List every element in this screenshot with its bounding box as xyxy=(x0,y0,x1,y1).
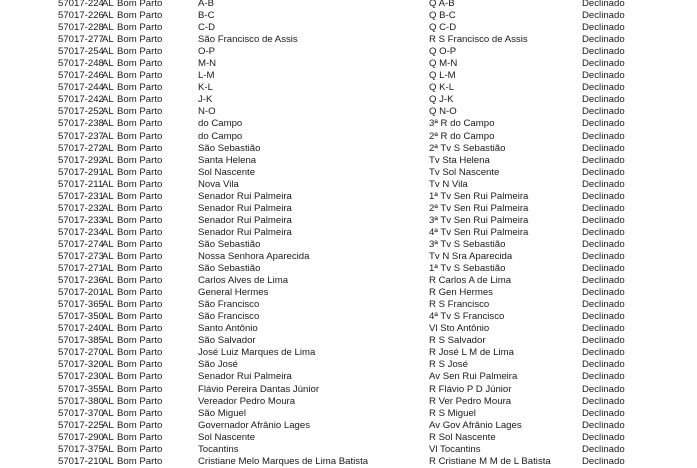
state-cell: AL xyxy=(102,238,114,250)
abbreviated-street-cell: Av Gov Afrânio Lages xyxy=(429,419,522,431)
state-cell: AL xyxy=(102,22,114,34)
neighborhood-cell: Bom Parto xyxy=(117,82,163,94)
cep-cell: 57017-277 xyxy=(58,34,104,46)
abbreviated-street-cell: R Gen Hermes xyxy=(429,287,493,299)
abbreviated-street-cell: 2ª R do Campo xyxy=(429,130,495,142)
street-name-cell: do Campo xyxy=(198,118,243,130)
neighborhood-cell: Bom Parto xyxy=(117,263,163,275)
status-cell: Declinado xyxy=(582,443,625,455)
street-name-cell: Vereador Pedro Moura xyxy=(198,395,296,407)
street-name-cell: Santo Antônio xyxy=(198,323,258,335)
abbreviated-street-cell: 2ª Tv Sen Rui Palmeira xyxy=(429,202,529,214)
table-row xyxy=(0,239,697,251)
state-cell: AL xyxy=(102,275,114,287)
state-cell: AL xyxy=(102,82,114,94)
status-cell: Declinado xyxy=(582,154,625,166)
table-row xyxy=(0,131,697,143)
status-cell: Declinado xyxy=(582,46,625,58)
state-cell: AL xyxy=(102,154,114,166)
status-cell: Declinado xyxy=(582,10,625,22)
table-row xyxy=(0,371,697,383)
state-cell: AL xyxy=(102,70,114,82)
street-name-cell: Nossa Senhora Aparecida xyxy=(198,250,310,262)
street-name-cell: Senador Rui Palmeira xyxy=(198,371,292,383)
street-name-cell: São Francisco xyxy=(198,311,260,323)
table-row xyxy=(0,82,697,94)
state-cell: AL xyxy=(102,10,114,22)
status-cell: Declinado xyxy=(582,287,625,299)
neighborhood-cell: Bom Parto xyxy=(117,226,163,238)
cep-cell: 57017-228 xyxy=(58,22,104,34)
abbreviated-street-cell: R Ver Pedro Moura xyxy=(429,395,512,407)
abbreviated-street-cell: Av Sen Rui Palmeira xyxy=(429,371,518,383)
neighborhood-cell: Bom Parto xyxy=(117,371,163,383)
abbreviated-street-cell: 3ª Tv S Sebastião xyxy=(429,238,506,250)
state-cell: AL xyxy=(102,455,114,467)
abbreviated-street-cell: Q K-L xyxy=(429,82,455,94)
status-cell: Declinado xyxy=(582,371,625,383)
neighborhood-cell: Bom Parto xyxy=(117,118,163,130)
neighborhood-cell: Bom Parto xyxy=(117,190,163,202)
street-name-cell: M-N xyxy=(198,58,217,70)
neighborhood-cell: Bom Parto xyxy=(117,347,163,359)
status-cell: Declinado xyxy=(582,58,625,70)
street-name-cell: Carlos Alves de Lima xyxy=(198,275,289,287)
table-row xyxy=(0,299,697,311)
cep-cell: 57017-224 xyxy=(58,0,104,9)
street-name-cell: São Francisco de Assis xyxy=(198,34,298,46)
abbreviated-street-cell: Q M-N xyxy=(429,58,458,70)
cep-cell: 57017-273 xyxy=(58,250,104,262)
state-cell: AL xyxy=(102,142,114,154)
state-cell: AL xyxy=(102,0,114,9)
state-cell: AL xyxy=(102,431,114,443)
abbreviated-street-cell: R Cristiane M M de L Batista xyxy=(429,455,551,467)
abbreviated-street-cell: Q J-K xyxy=(429,94,454,106)
state-cell: AL xyxy=(102,34,114,46)
cep-cell: 57017-211 xyxy=(58,178,104,190)
neighborhood-cell: Bom Parto xyxy=(117,166,163,178)
abbreviated-street-cell: Tv N Vila xyxy=(429,178,468,190)
status-cell: Declinado xyxy=(582,34,625,46)
status-cell: Declinado xyxy=(582,359,625,371)
status-cell: Declinado xyxy=(582,178,625,190)
neighborhood-cell: Bom Parto xyxy=(117,154,163,166)
state-cell: AL xyxy=(102,395,114,407)
abbreviated-street-cell: 1ª Tv S Sebastião xyxy=(429,263,506,275)
table-row xyxy=(0,263,697,275)
cep-cell: 57017-292 xyxy=(58,154,104,166)
street-name-cell: J-K xyxy=(198,94,213,106)
status-cell: Declinado xyxy=(582,0,625,9)
cep-cell: 57017-236 xyxy=(58,275,104,287)
street-name-cell: São Miguel xyxy=(198,407,246,419)
neighborhood-cell: Bom Parto xyxy=(117,130,163,142)
table-row xyxy=(0,444,697,456)
table-row xyxy=(0,456,697,468)
table-row xyxy=(0,106,697,118)
neighborhood-cell: Bom Parto xyxy=(117,22,163,34)
neighborhood-cell: Bom Parto xyxy=(117,431,163,443)
cep-cell: 57017-231 xyxy=(58,190,104,202)
cep-cell: 57017-270 xyxy=(58,347,104,359)
street-name-cell: N-O xyxy=(198,106,216,118)
street-name-cell: Governador Afrânio Lages xyxy=(198,419,311,431)
status-cell: Declinado xyxy=(582,238,625,250)
cep-cell: 57017-242 xyxy=(58,94,104,106)
abbreviated-street-cell: Q A-B xyxy=(429,0,455,9)
state-cell: AL xyxy=(102,287,114,299)
neighborhood-cell: Bom Parto xyxy=(117,287,163,299)
street-name-cell: São Sebastião xyxy=(198,263,261,275)
status-cell: Declinado xyxy=(582,455,625,467)
state-cell: AL xyxy=(102,359,114,371)
table-row xyxy=(0,311,697,323)
neighborhood-cell: Bom Parto xyxy=(117,383,163,395)
cep-cell: 57017-226 xyxy=(58,10,104,22)
state-cell: AL xyxy=(102,263,114,275)
state-cell: AL xyxy=(102,347,114,359)
cep-cell: 57017-244 xyxy=(58,82,104,94)
abbreviated-street-cell: 3ª Tv Sen Rui Palmeira xyxy=(429,214,529,226)
neighborhood-cell: Bom Parto xyxy=(117,106,163,118)
street-name-cell: O-P xyxy=(198,46,216,58)
state-cell: AL xyxy=(102,443,114,455)
state-cell: AL xyxy=(102,178,114,190)
status-cell: Declinado xyxy=(582,383,625,395)
state-cell: AL xyxy=(102,419,114,431)
street-name-cell: José Luiz Marques de Lima xyxy=(198,347,316,359)
status-cell: Declinado xyxy=(582,202,625,214)
status-cell: Declinado xyxy=(582,299,625,311)
neighborhood-cell: Bom Parto xyxy=(117,214,163,226)
street-name-cell: Senador Rui Palmeira xyxy=(198,214,292,226)
status-cell: Declinado xyxy=(582,275,625,287)
neighborhood-cell: Bom Parto xyxy=(117,10,163,22)
cep-cell: 57017-252 xyxy=(58,106,104,118)
state-cell: AL xyxy=(102,250,114,262)
status-cell: Declinado xyxy=(582,166,625,178)
table-row xyxy=(0,420,697,432)
street-name-cell: Santa Helena xyxy=(198,154,257,166)
neighborhood-cell: Bom Parto xyxy=(117,443,163,455)
table-row xyxy=(0,58,697,70)
cep-cell: 57017-380 xyxy=(58,395,104,407)
status-cell: Declinado xyxy=(582,106,625,118)
abbreviated-street-cell: R José L M de Lima xyxy=(429,347,514,359)
table-row xyxy=(0,227,697,239)
neighborhood-cell: Bom Parto xyxy=(117,359,163,371)
cep-cell: 57017-201 xyxy=(58,287,104,299)
abbreviated-street-cell: Q B-C xyxy=(429,10,456,22)
state-cell: AL xyxy=(102,166,114,178)
table-row xyxy=(0,323,697,335)
neighborhood-cell: Bom Parto xyxy=(117,455,163,467)
neighborhood-cell: Bom Parto xyxy=(117,142,163,154)
cep-cell: 57017-210 xyxy=(58,455,104,467)
cep-cell: 57017-385 xyxy=(58,335,104,347)
street-name-cell: Tocantins xyxy=(198,443,239,455)
status-cell: Declinado xyxy=(582,22,625,34)
status-cell: Declinado xyxy=(582,250,625,262)
street-name-cell: General Hermes xyxy=(198,287,269,299)
state-cell: AL xyxy=(102,94,114,106)
street-name-cell: Nova Vila xyxy=(198,178,239,190)
neighborhood-cell: Bom Parto xyxy=(117,70,163,82)
state-cell: AL xyxy=(102,190,114,202)
table-row xyxy=(0,70,697,82)
street-name-cell: Senador Rui Palmeira xyxy=(198,190,292,202)
table-row xyxy=(0,155,697,167)
abbreviated-street-cell: Q N-O xyxy=(429,106,457,118)
cep-cell: 57017-320 xyxy=(58,359,104,371)
neighborhood-cell: Bom Parto xyxy=(117,58,163,70)
street-name-cell: São Sebastião xyxy=(198,238,261,250)
state-cell: AL xyxy=(102,335,114,347)
street-name-cell: B-C xyxy=(198,10,215,22)
neighborhood-cell: Bom Parto xyxy=(117,202,163,214)
street-name-cell: São José xyxy=(198,359,239,371)
table-row xyxy=(0,203,697,215)
state-cell: AL xyxy=(102,311,114,323)
abbreviated-street-cell: R S Miguel xyxy=(429,407,476,419)
table-row xyxy=(0,22,697,34)
street-name-cell: Sol Nascente xyxy=(198,431,256,443)
abbreviated-street-cell: 4ª Tv Sen Rui Palmeira xyxy=(429,226,529,238)
table-row xyxy=(0,347,697,359)
state-cell: AL xyxy=(102,407,114,419)
cep-cell: 57017-271 xyxy=(58,263,104,275)
abbreviated-street-cell: R Carlos A de Lima xyxy=(429,275,512,287)
street-name-cell: do Campo xyxy=(198,130,243,142)
abbreviated-street-cell: Tv Sol Nascente xyxy=(429,166,500,178)
cep-cell: 57017-246 xyxy=(58,70,104,82)
status-cell: Declinado xyxy=(582,142,625,154)
status-cell: Declinado xyxy=(582,407,625,419)
neighborhood-cell: Bom Parto xyxy=(117,34,163,46)
status-cell: Declinado xyxy=(582,347,625,359)
cep-cell: 57017-291 xyxy=(58,166,104,178)
neighborhood-cell: Bom Parto xyxy=(117,311,163,323)
state-cell: AL xyxy=(102,202,114,214)
state-cell: AL xyxy=(102,46,114,58)
table-row xyxy=(0,275,697,287)
cep-cell: 57017-370 xyxy=(58,407,104,419)
cep-cell: 57017-238 xyxy=(58,118,104,130)
table-row xyxy=(0,143,697,155)
state-cell: AL xyxy=(102,106,114,118)
status-cell: Declinado xyxy=(582,263,625,275)
abbreviated-street-cell: Q C-D xyxy=(429,22,457,34)
abbreviated-street-cell: Tv Sta Helena xyxy=(429,154,490,166)
cep-cell: 57017-274 xyxy=(58,238,104,250)
cep-cell: 57017-375 xyxy=(58,443,104,455)
neighborhood-cell: Bom Parto xyxy=(117,323,163,335)
state-cell: AL xyxy=(102,323,114,335)
status-cell: Declinado xyxy=(582,335,625,347)
table-row xyxy=(0,191,697,203)
abbreviated-street-cell: Vl Sto Antônio xyxy=(429,323,490,335)
abbreviated-street-cell: R S José xyxy=(429,359,468,371)
status-cell: Declinado xyxy=(582,419,625,431)
table-row xyxy=(0,384,697,396)
street-name-cell: São Sebastião xyxy=(198,142,261,154)
abbreviated-street-cell: R S Salvador xyxy=(429,335,486,347)
abbreviated-street-cell: R Flávio P D Júnior xyxy=(429,383,512,395)
table-row xyxy=(0,94,697,106)
neighborhood-cell: Bom Parto xyxy=(117,178,163,190)
street-name-cell: Flávio Pereira Dantas Júnior xyxy=(198,383,320,395)
abbreviated-street-cell: R Sol Nascente xyxy=(429,431,496,443)
table-row xyxy=(0,287,697,299)
street-name-cell: Senador Rui Palmeira xyxy=(198,226,292,238)
cep-cell: 57017-240 xyxy=(58,323,104,335)
abbreviated-street-cell: 4ª Tv S Francisco xyxy=(429,311,505,323)
state-cell: AL xyxy=(102,383,114,395)
abbreviated-street-cell: Q L-M xyxy=(429,70,456,82)
table-row xyxy=(0,46,697,58)
cep-cell: 57017-232 xyxy=(58,202,104,214)
cep-cell: 57017-254 xyxy=(58,46,104,58)
street-name-cell: A-B xyxy=(198,0,214,9)
table-row xyxy=(0,335,697,347)
state-cell: AL xyxy=(102,58,114,70)
table-row xyxy=(0,10,697,22)
cep-cell: 57017-225 xyxy=(58,419,104,431)
cep-cell: 57017-272 xyxy=(58,142,104,154)
table-row xyxy=(0,408,697,420)
status-cell: Declinado xyxy=(582,130,625,142)
status-cell: Declinado xyxy=(582,190,625,202)
status-cell: Declinado xyxy=(582,70,625,82)
status-cell: Declinado xyxy=(582,82,625,94)
street-name-cell: São Salvador xyxy=(198,335,256,347)
neighborhood-cell: Bom Parto xyxy=(117,419,163,431)
table-row xyxy=(0,118,697,130)
state-cell: AL xyxy=(102,118,114,130)
cep-cell: 57017-237 xyxy=(58,130,104,142)
state-cell: AL xyxy=(102,226,114,238)
abbreviated-street-cell: R S Francisco xyxy=(429,299,490,311)
neighborhood-cell: Bom Parto xyxy=(117,46,163,58)
neighborhood-cell: Bom Parto xyxy=(117,407,163,419)
table-row xyxy=(0,0,697,10)
abbreviated-street-cell: 2ª Tv S Sebastião xyxy=(429,142,506,154)
street-name-cell: Sol Nascente xyxy=(198,166,256,178)
cep-cell: 57017-365 xyxy=(58,299,104,311)
table-row xyxy=(0,34,697,46)
neighborhood-cell: Bom Parto xyxy=(117,395,163,407)
street-name-cell: Cristiane Melo Marques de Lima Batista xyxy=(198,455,369,467)
abbreviated-street-cell: R S Francisco de Assis xyxy=(429,34,528,46)
status-cell: Declinado xyxy=(582,323,625,335)
street-name-cell: São Francisco xyxy=(198,299,260,311)
cep-cell: 57017-233 xyxy=(58,214,104,226)
cep-cell: 57017-234 xyxy=(58,226,104,238)
status-cell: Declinado xyxy=(582,226,625,238)
status-cell: Declinado xyxy=(582,94,625,106)
cep-cell: 57017-350 xyxy=(58,311,104,323)
status-cell: Declinado xyxy=(582,395,625,407)
state-cell: AL xyxy=(102,214,114,226)
table-row xyxy=(0,215,697,227)
street-name-cell: K-L xyxy=(198,82,213,94)
neighborhood-cell: Bom Parto xyxy=(117,250,163,262)
cep-cell: 57017-248 xyxy=(58,58,104,70)
state-cell: AL xyxy=(102,130,114,142)
cep-cell: 57017-230 xyxy=(58,371,104,383)
cep-cell: 57017-355 xyxy=(58,383,104,395)
table-row xyxy=(0,251,697,263)
abbreviated-street-cell: Vl Tocantins xyxy=(429,443,481,455)
status-cell: Declinado xyxy=(582,431,625,443)
state-cell: AL xyxy=(102,299,114,311)
neighborhood-cell: Bom Parto xyxy=(117,275,163,287)
neighborhood-cell: Bom Parto xyxy=(117,238,163,250)
neighborhood-cell: Bom Parto xyxy=(117,299,163,311)
abbreviated-street-cell: Tv N Sra Aparecida xyxy=(429,250,513,262)
table-row xyxy=(0,179,697,191)
state-cell: AL xyxy=(102,371,114,383)
neighborhood-cell: Bom Parto xyxy=(117,0,163,9)
neighborhood-cell: Bom Parto xyxy=(117,94,163,106)
status-cell: Declinado xyxy=(582,118,625,130)
table-row xyxy=(0,359,697,371)
neighborhood-cell: Bom Parto xyxy=(117,335,163,347)
cep-cell: 57017-290 xyxy=(58,431,104,443)
street-name-cell: Senador Rui Palmeira xyxy=(198,202,292,214)
table-row xyxy=(0,396,697,408)
street-name-cell: C-D xyxy=(198,22,216,34)
table-row xyxy=(0,432,697,444)
abbreviated-street-cell: 1ª Tv Sen Rui Palmeira xyxy=(429,190,529,202)
abbreviated-street-cell: Q O-P xyxy=(429,46,457,58)
status-cell: Declinado xyxy=(582,311,625,323)
table-row xyxy=(0,167,697,179)
street-name-cell: L-M xyxy=(198,70,215,82)
abbreviated-street-cell: 3ª R do Campo xyxy=(429,118,495,130)
status-cell: Declinado xyxy=(582,214,625,226)
